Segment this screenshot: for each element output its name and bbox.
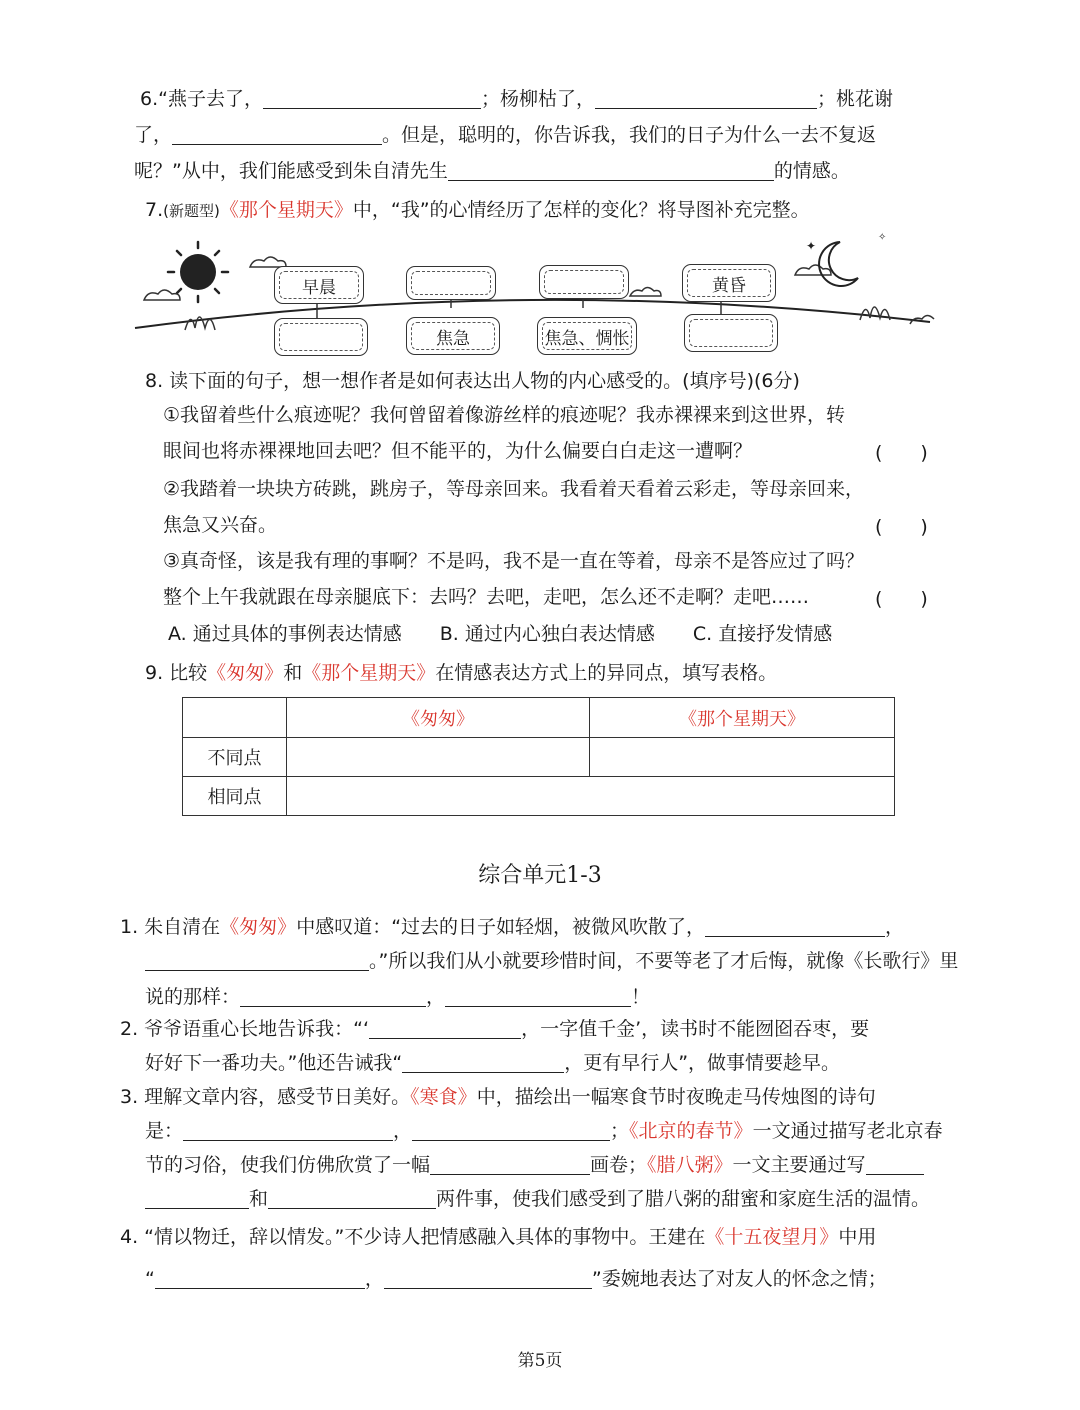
cloud-icon (144, 290, 180, 300)
c3-blank-1[interactable] (183, 1120, 393, 1141)
q8-sentence-1b: 眼间也将赤裸裸地回去吧？但不能平的，为什么偏要白白走这一遭啊？ (163, 440, 753, 462)
star-icon: ✦ (806, 239, 817, 253)
star-icon: ✧ (878, 232, 887, 243)
q7-stem: 7.(新题型)《那个星期天》中，“我”的心情经历了怎样的变化？将导图补充完整。 (145, 199, 810, 221)
mood-box-blank-2[interactable] (406, 266, 496, 300)
q8-sentence-2a: ②我踏着一块块方砖跳，跳房子，等母亲回来。我看着天看着云彩走，等母亲回来， (163, 478, 865, 500)
table-header-congcong: 《匆匆》 (287, 698, 590, 738)
q6-line3: 呢？”从中，我们能感受到朱自清先生 的情感。 (134, 160, 850, 182)
cloud-icon (630, 288, 661, 297)
c1-blank-4[interactable] (445, 986, 631, 1007)
c1-blank-1[interactable] (705, 916, 885, 937)
moon-icon (819, 242, 858, 286)
q8-stem: 8. 读下面的句子，想一想作者是如何表达出人物的内心感受的。(填序号)(6分) (145, 370, 800, 392)
c1-line1: 1. 朱自清在《匆匆》中感叹道：“过去的日子如轻烟，被微风吹散了， ， (120, 916, 905, 938)
cloud-icon (910, 316, 934, 325)
c3-line3: 节的习俗，使我们仿佛欣赏了一幅 画卷；《腊八粥》一文主要通过写 (145, 1152, 924, 1178)
c2-blank-2[interactable] (402, 1052, 564, 1073)
mood-box-morning: 早晨 (274, 266, 364, 304)
q8-options: A. 通过具体的事例表达情感 B. 通过内心独白表达情感 C. 直接抒发情感 (168, 623, 833, 645)
c3-blank-5[interactable] (268, 1188, 436, 1209)
grass-icon (185, 317, 215, 330)
q8-answer-2[interactable]: ( ) (875, 516, 928, 538)
mood-box-anxious: 焦急 (406, 317, 500, 355)
c3-blank-4-cont[interactable] (145, 1188, 249, 1209)
q8-sentence-3b: 整个上午我就跟在母亲腿底下：去吗？去吧，走吧，怎么还不走啊？走吧…… (163, 586, 810, 608)
section-title: 综合单元1-3 (478, 863, 602, 888)
c3-blank-4[interactable] (866, 1154, 924, 1175)
table-cell-diff-1[interactable] (287, 738, 590, 777)
c1-line3: 说的那样： ， ！ (145, 986, 651, 1008)
c1-blank-2[interactable] (145, 950, 369, 971)
mood-mind-map (130, 230, 940, 360)
q6-line1: 6.“燕子去了， ；杨柳枯了， ；桃花谢 (140, 88, 894, 110)
c1-blank-3[interactable] (240, 986, 426, 1007)
cloud-icon (795, 265, 831, 275)
table-cell-diff-2[interactable] (590, 738, 895, 777)
c3-line1: 3. 理解文章内容，感受节日美好。《寒食》中，描绘出一幅寒食节时夜晚走马传烛图的诗句 (120, 1086, 876, 1108)
c2-line1: 2. 爷爷语重心长地告诉我：“‘ ，一字值千金’，读书时不能囫囵吞枣，要 (120, 1018, 870, 1040)
q6-blank-2[interactable] (595, 88, 817, 109)
q6-blank-1[interactable] (263, 88, 481, 109)
c4-blank-2[interactable] (384, 1268, 592, 1289)
table-corner (183, 698, 287, 738)
c3-blank-3[interactable] (430, 1154, 590, 1175)
q8-sentence-3a: ③真奇怪，该是我有理的事啊？不是吗，我不是一直在等着，母亲不是答应过了吗？ (163, 550, 865, 572)
table-row-label-same: 相同点 (183, 777, 287, 816)
q6-line2: 了， 。但是，聪明的，你告诉我，我们的日子为什么一去不复返 (134, 124, 877, 146)
c2-blank-1[interactable] (369, 1018, 521, 1039)
mood-box-blank-4[interactable] (684, 314, 778, 352)
sun-icon (168, 242, 228, 302)
c4-line2: “ ， ”委婉地表达了对友人的怀念之情； (145, 1268, 887, 1290)
table-header-sunday: 《那个星期天》 (590, 698, 895, 738)
table-row-label-diff: 不同点 (183, 738, 287, 777)
c2-line2: 好好下一番功夫。”他还告诫我“ ，更有早行人”，做事情要趁早。 (145, 1052, 841, 1074)
c3-line2: 是： ， ；《北京的春节》一文通过描写老北京春 (145, 1120, 943, 1142)
page-number: 第5页 (517, 1351, 563, 1371)
table-cell-same[interactable] (287, 777, 895, 816)
c3-line4: 和 两件事，使我们感受到了腊八粥的甜蜜和家庭生活的温情。 (145, 1186, 930, 1212)
ground-arc (135, 300, 930, 328)
q9-stem: 9. 比较《匆匆》和《那个星期天》在情感表达方式上的异同点，填写表格。 (145, 662, 778, 684)
q8-sentence-2b: 焦急又兴奋。 (163, 514, 278, 536)
c3-blank-2[interactable] (412, 1120, 610, 1141)
mood-box-blank-3[interactable] (539, 265, 629, 299)
mood-box-dusk: 黄昏 (682, 264, 776, 302)
q6-blank-4[interactable] (448, 160, 774, 181)
q8-sentence-1a: ①我留着些什么痕迹呢？我何曾留着像游丝样的痕迹呢？我赤裸裸来到这世界，转 (163, 404, 846, 426)
comparison-table (182, 697, 895, 816)
mood-box-blank-1[interactable] (274, 318, 368, 356)
mood-box-anxious-sad: 焦急、惆怅 (537, 317, 637, 355)
q8-answer-1[interactable]: ( ) (875, 442, 928, 464)
c4-line1: 4. “情以物迁，辞以情发。”不少诗人把情感融入具体的事物中。王建在《十五夜望月》中用 (120, 1226, 877, 1248)
q8-answer-3[interactable]: ( ) (875, 588, 928, 610)
c4-blank-1[interactable] (155, 1268, 365, 1289)
q6-blank-3[interactable] (172, 124, 382, 145)
c1-line2: 。”所以我们从小就要珍惜时间，不要等老了才后悔，就像《长歌行》里 (145, 948, 958, 974)
